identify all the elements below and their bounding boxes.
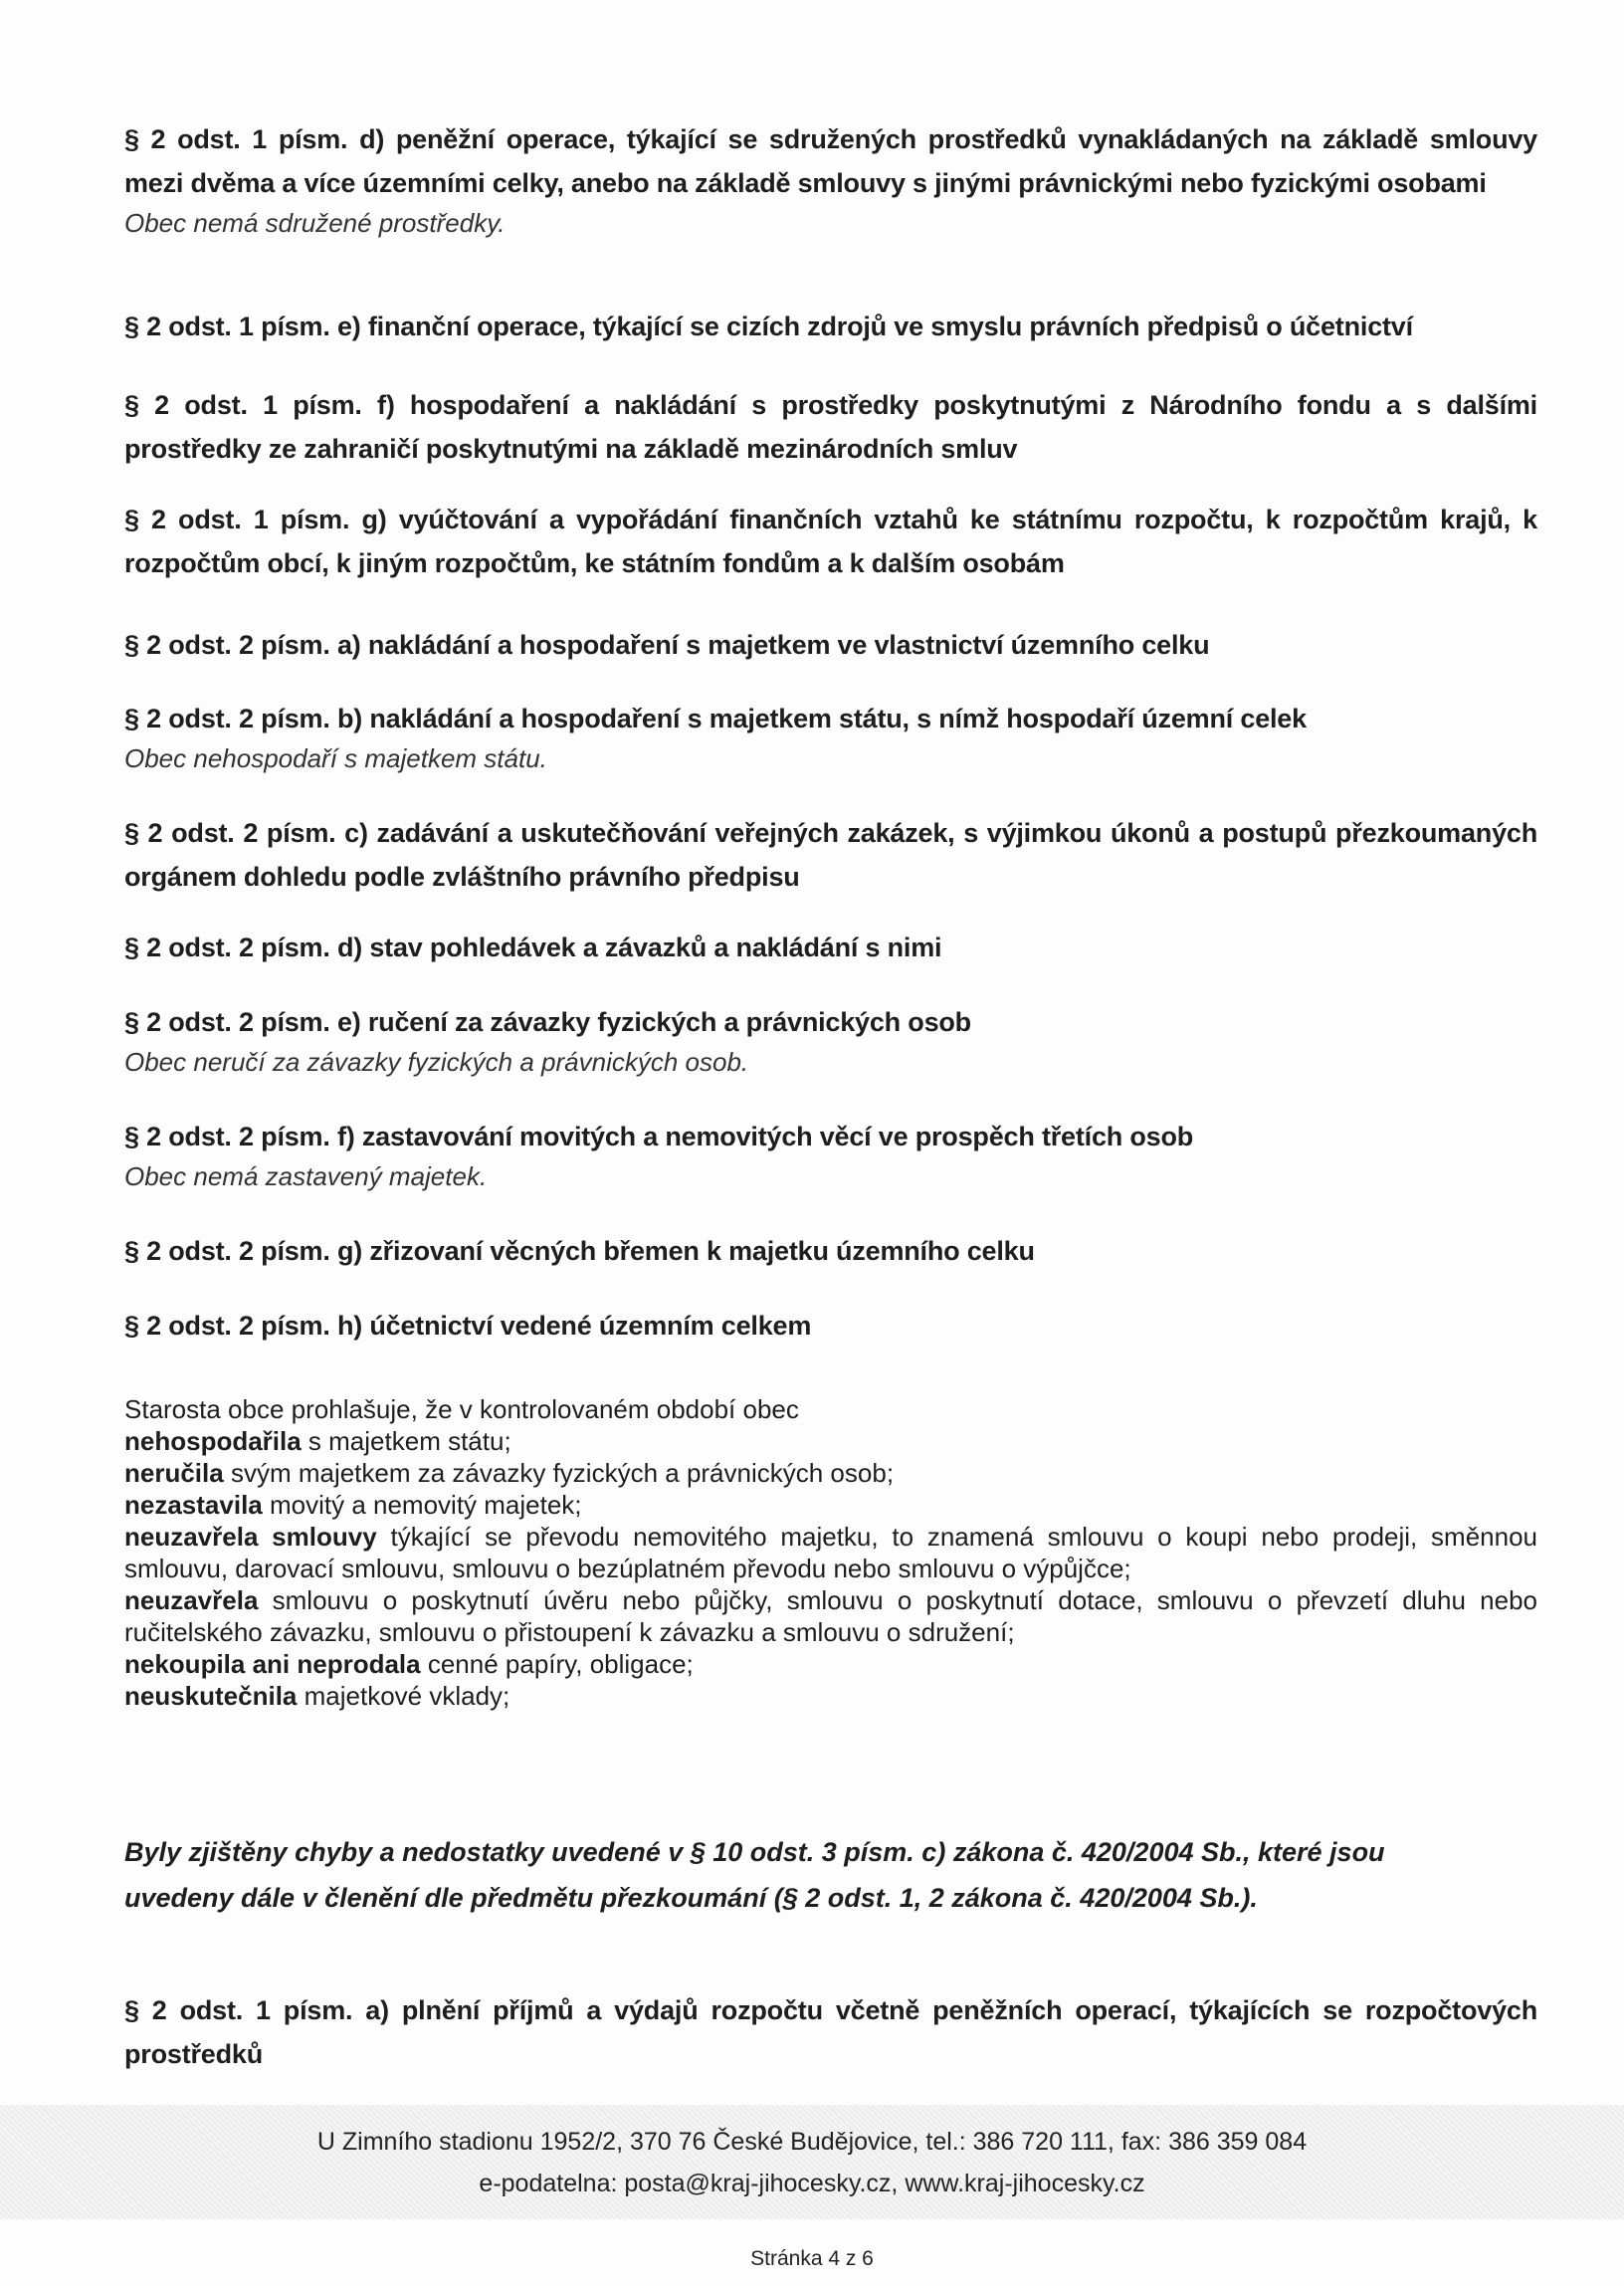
page-number: Stránka 4 z 6 (750, 2247, 874, 2270)
declaration-item (124, 1489, 1537, 1521)
declaration-item-text: smlouvu o poskytnutí úvěru nebo půjčky, smlouvu o poskytnutí dotace, smlouvu o převzetí dluhu nebo ručitelského závazku, smlouvu o přistoupení k závazku a smlouvu o sdružení; (124, 1585, 1537, 1647)
declaration-item-bold: neuzavřela smlouvy (124, 1522, 377, 1552)
section-note: Obec nemá sdružené prostředky. (124, 208, 506, 238)
section-2-2-e (124, 1000, 1537, 1080)
section-2-2-f (124, 1115, 1537, 1194)
declaration-item-text: svým majetkem za závazky fyzických a právnických osob; (223, 1458, 895, 1488)
section-heading: § 2 odst. 1 písm. e) finanční operace, týkající se cizích zdrojů ve smyslu právních předpisů o účetnictví (124, 312, 1413, 341)
findings-statement: Byly zjištěny chyby a nedostatky uvedené v § 10 odst. 3 písm. c) zákona č. 420/2004 Sb., které jsou uvedeny dále v členění dle předmětu přezkoumání (§ 2 odst. 1, 2 zákona č. 420/2004 Sb.). (124, 1837, 1385, 1913)
section-heading: § 2 odst. 1 písm. f) hospodaření a nakládání s prostředky poskytnutými z Národního fondu a s dalšími prostředky ze zahraničí poskytnutými na základě mezinárodních smluv (124, 390, 1537, 464)
section-heading: § 2 odst. 2 písm. c) zadávání a uskutečňování veřejných zakázek, s výjimkou úkonů a postupů přezkoumaných orgánem dohledu podle zvláštního právního předpisu (124, 818, 1537, 892)
declaration-item-bold: neuskutečnila (124, 1681, 298, 1711)
section-2-1-g (124, 498, 1537, 585)
declaration-intro: Starosta obce prohlašuje, že v kontrolovaném období obec (124, 1394, 799, 1424)
section-heading: § 2 odst. 1 písm. d) peněžní operace, týkající se sdružených prostředků vynakládaných na základě smlouvy mezi dvěma a více územními celky, anebo na základě smlouvy s jinými právnickými nebo fyzickými osobami (124, 124, 1537, 198)
declaration-item-bold: nezastavila (124, 1490, 263, 1520)
section-note: Obec neručí za závazky fyzických a právnických osob. (124, 1047, 749, 1077)
section-2-1-f (124, 383, 1537, 471)
footer-band (0, 2105, 1624, 2219)
declaration-item-bold: neručila (124, 1458, 224, 1488)
declaration-item-text: cenné papíry, obligace; (420, 1649, 694, 1679)
section-2-2-h (124, 1304, 1537, 1348)
section-2-1-a (124, 1988, 1537, 2076)
section-note: Obec nehospodaří s majetkem státu. (124, 743, 547, 773)
section-heading: § 2 odst. 1 písm. g) vyúčtování a vypořádání finančních vztahů ke státnímu rozpočtu, k rozpočtům krajů, k rozpočtům obcí, k jiným rozpočtům, ke státním fondům a k dalším osobám (124, 505, 1537, 578)
declaration-item (124, 1425, 1537, 1457)
section-heading: § 2 odst. 2 písm. d) stav pohledávek a závazků a nakládání s nimi (124, 933, 942, 962)
footer-address: U Zimního stadionu 1952/2, 370 76 České Budějovice, tel.: 386 720 111, fax: 386 359 084 (316, 2128, 1308, 2156)
declaration-item-bold: neuzavřela (124, 1585, 259, 1615)
section-2-1-d (124, 117, 1537, 241)
section-heading: § 2 odst. 2 písm. a) nakládání a hospodaření s majetkem ve vlastnictví územního celku (124, 630, 1210, 660)
section-2-2-a (124, 623, 1537, 667)
footer-contact: e-podatelna: posta@kraj-jihocesky.cz, www.kraj-jihocesky.cz (479, 2170, 1145, 2197)
section-2-2-b (124, 697, 1537, 776)
section-heading: § 2 odst. 1 písm. a) plnění příjmů a výdajů rozpočtu včetně peněžních operací, týkajících se rozpočtových prostředků (124, 1995, 1537, 2069)
declaration-item-text: s majetkem státu; (301, 1426, 511, 1456)
section-note: Obec nemá zastavený majetek. (124, 1161, 488, 1191)
section-heading: § 2 odst. 2 písm. f) zastavování movitých a nemovitých věcí ve prospěch třetích osob (124, 1122, 1194, 1151)
mayor-declaration (124, 1393, 1537, 1712)
declaration-item (124, 1584, 1537, 1648)
declaration-item-text: majetkové vklady; (297, 1681, 510, 1711)
section-2-2-c (124, 811, 1537, 899)
declaration-item (124, 1648, 1537, 1680)
declaration-item (124, 1680, 1537, 1712)
section-heading: § 2 odst. 2 písm. h) účetnictví vedené územním celkem (124, 1311, 812, 1341)
declaration-item (124, 1521, 1537, 1584)
section-heading: § 2 odst. 2 písm. e) ručení za závazky fyzických a právnických osob (124, 1007, 971, 1037)
section-heading: § 2 odst. 2 písm. g) zřizovaní věcných břemen k majetku územního celku (124, 1236, 1035, 1266)
declaration-item (124, 1457, 1537, 1489)
section-2-2-d (124, 926, 1537, 969)
section-2-1-e (124, 305, 1537, 348)
section-2-2-g (124, 1229, 1537, 1273)
declaration-item-text: movitý a nemovitý majetek; (262, 1490, 582, 1520)
section-heading: § 2 odst. 2 písm. b) nakládání a hospodaření s majetkem státu, s nímž hospodaří územní celek (124, 704, 1307, 733)
declaration-item-text: týkající se převodu nemovitého majetku, to znamená smlouvu o koupi nebo prodeji, směnnou smlouvu, darovací smlouvu, smlouvu o bezúplatném převodu nebo smlouvu o výpůjčce; (124, 1522, 1537, 1583)
declaration-item-bold: nehospodařila (124, 1426, 302, 1456)
declaration-item-bold: nekoupila ani neprodala (124, 1649, 421, 1679)
